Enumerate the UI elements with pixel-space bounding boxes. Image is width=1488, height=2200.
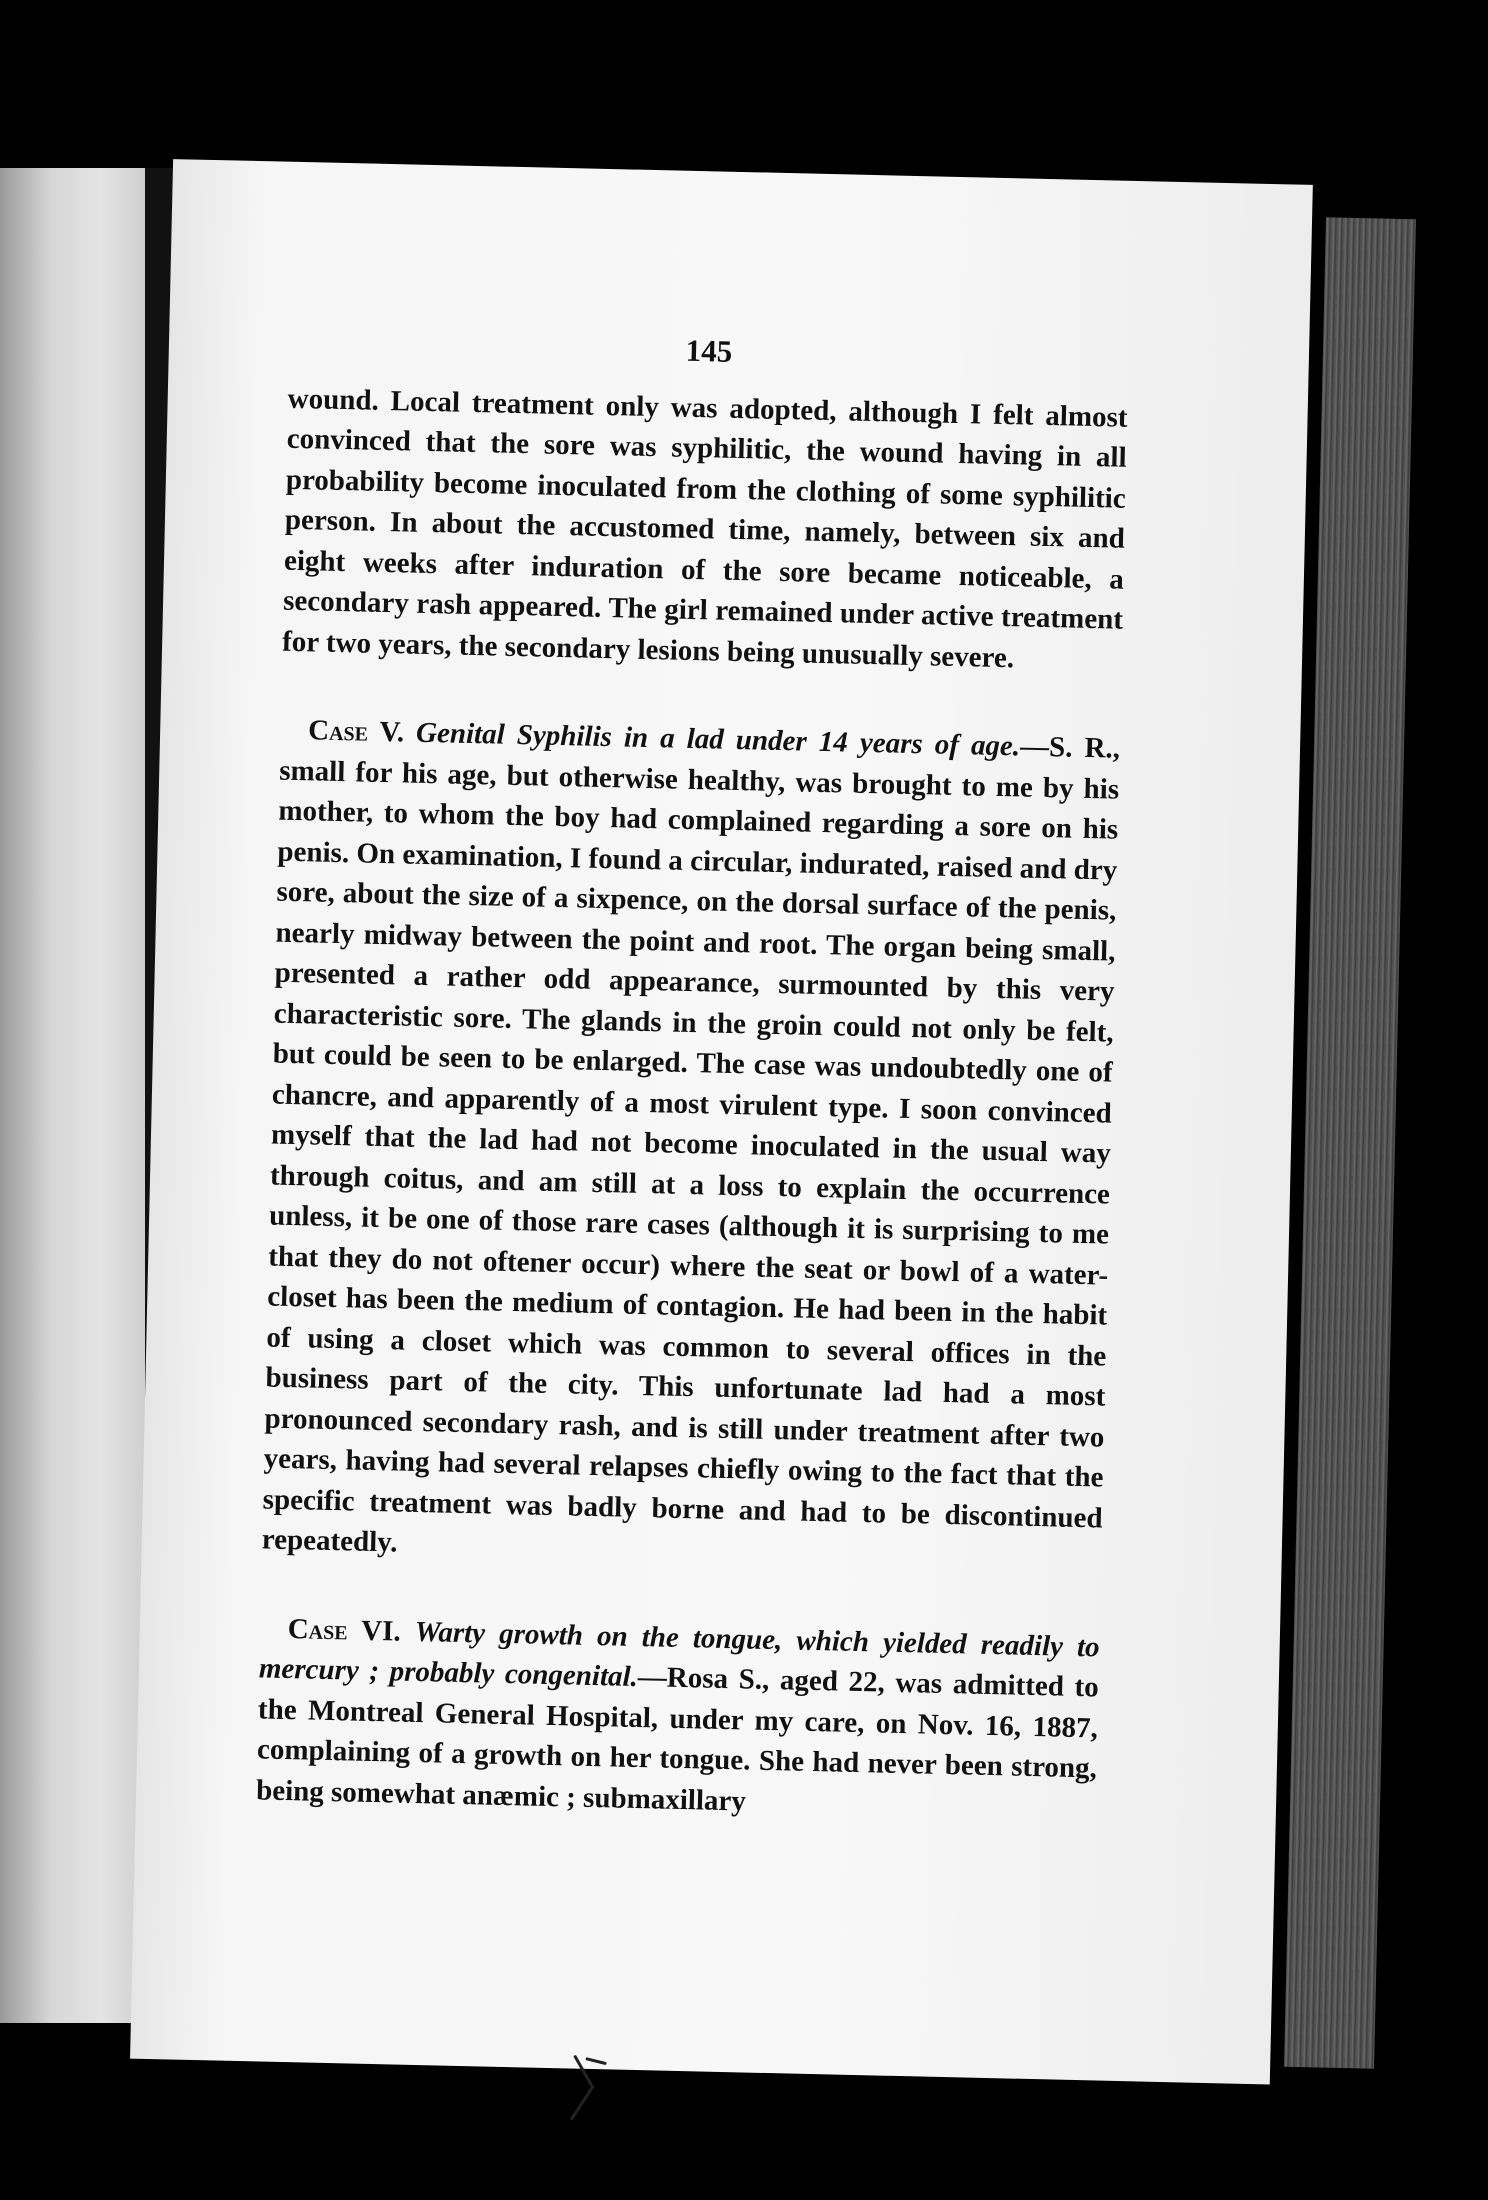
case-5-title: Genital Syphilis in a lad under 14 years of age. (415, 716, 1021, 763)
pencil-mark-icon (564, 2048, 636, 2130)
case-6-label: Case VI. (287, 1612, 402, 1648)
book-page (130, 159, 1313, 2084)
case-6-title: Warty growth on the tongue, which yielded readily to mercury ; probably congenital. (258, 1615, 1100, 1693)
case-6-body: —Rosa S., aged 22, was admitted to the Montreal General Hospital, under my care, on Nov. 16, 1887, complaining of a growth on her tongue. She had never been strong, being somewhat anæmic ; submaxillary (255, 1661, 1100, 1817)
case-5-label: Case V. (307, 714, 405, 749)
case-5-body: —S. R., small for his age, but otherwise healthy, was brought to me by his mother, to whom the boy had complained regarding a sore on his penis. On examination, I found a circular, indurated, raised and dry sore, about the size of a sixpence, on the dorsal surface of the penis, nearly midway between the point and root. The organ being small, presented a rather odd appearance, surmounted by this very characteristic sore. The glands in the groin could not only be felt, but could be seen to be enlarged. The case was undoubtedly one of chancre, and apparently of a most virulent type. I soon convinced myself that the lad had not become inoculated in the usual way through coitus, and am still at a loss to explain the occurrence unless, it be one of those rare cases (although it is surprising to me that they do not oftener occur) where the seat or bowl of a water-closet has been the medium of contagion. He had been in the habit of using a closet which was common to several offices in the business part of the city. This unfortunate lad had a most pronounced secondary rash, and is still under treatment after two years, having had several relapses chiefly owing to the fact that the specific treatment was badly borne and had to be discontinued repeatedly. (261, 730, 1121, 1559)
opening-paragraph: wound. Local treatment only was adopted, although I felt almost convinced that the sore was syphilitic, the wound having in all probability become inoculated from the clothing of some syphilitic person. In about the accustomed time, namely, between six and eight weeks after induration of the sore became noticeable, a secondary rash appeared. The girl remained under active treatment for two years, the secondary lesions being unusually severe. (281, 382, 1128, 674)
page-content (256, 322, 1130, 1830)
case-6-paragraph (256, 1608, 1100, 1830)
case-5-paragraph (261, 710, 1120, 1579)
adjacent-page (0, 168, 145, 2023)
page-number: 145 (685, 332, 733, 369)
